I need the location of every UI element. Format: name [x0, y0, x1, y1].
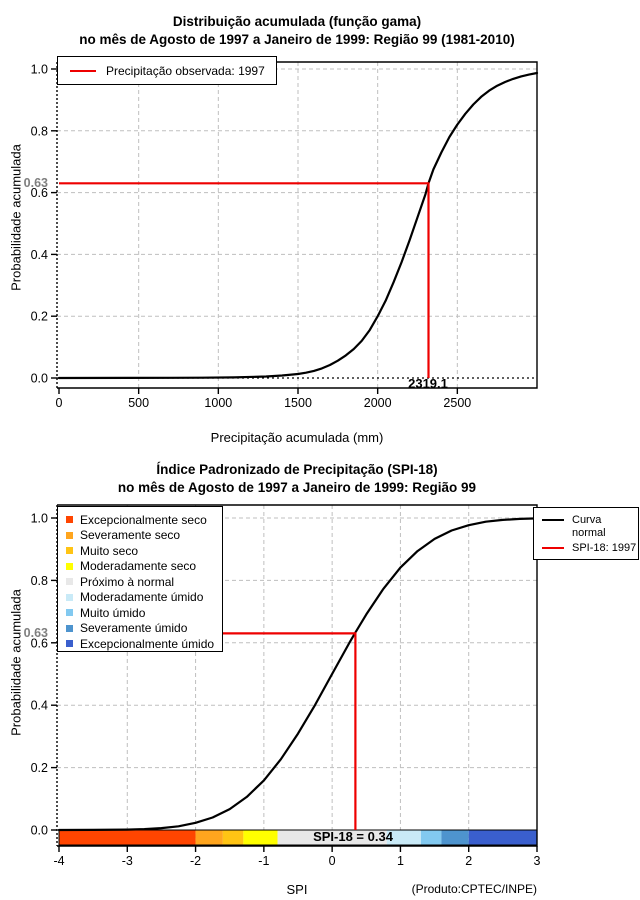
category-label: Próximo à normal: [80, 574, 175, 589]
legend-item-spi: [542, 542, 636, 555]
spi-value-annotation: SPI-18 = 0.34: [313, 829, 393, 844]
chart2-subtitle: no mês de Agosto de 1997 a Janeiro de 1999: Região 99: [117, 480, 477, 495]
x-tick-label: 500: [128, 396, 150, 410]
red-line-sample-icon: [542, 547, 564, 549]
spi-category-item: [66, 636, 222, 652]
chart2-yaxis-title: Probabilidade acumulada: [8, 589, 24, 736]
x-tick-label: 3: [533, 854, 541, 868]
observed-value-marker: [59, 183, 429, 378]
product-credit: (Produto:CPTEC/INPE): [411, 882, 537, 896]
x-tick-label: -1: [258, 854, 270, 868]
spi-category-item: [66, 543, 222, 559]
category-swatch-icon: [66, 563, 73, 570]
y-tick-label: 0.2: [30, 309, 48, 324]
y-tick-label: 0.4: [30, 247, 48, 262]
spi-category-item: [66, 605, 222, 621]
chart2-xaxis-title: SPI: [286, 882, 308, 897]
spi-category-item: [66, 512, 222, 528]
category-swatch-icon: [66, 594, 73, 601]
y-tick-label: 0.6: [30, 186, 48, 201]
chart1-legend-label: Precipitação observada: 1997: [106, 63, 265, 78]
x-tick-label: -2: [190, 854, 202, 868]
category-label: Excepcionalmente úmido: [80, 636, 215, 651]
category-swatch-icon: [66, 640, 73, 647]
chart2-title: Índice Padronizado de Precipitação (SPI-18): [156, 462, 438, 477]
chart1-probability-annotation: 0.63: [23, 176, 48, 190]
chart2-legend: [533, 507, 639, 560]
spi-category-item: [66, 528, 222, 544]
x-tick-label: 2: [465, 854, 473, 868]
category-label: Severamente seco: [80, 528, 181, 543]
x-tick-label: 1: [396, 854, 404, 868]
chart1-title: Distribuição acumulada (função gama): [172, 14, 422, 29]
legend-normal-curve-label: Curva normal: [572, 514, 606, 539]
category-swatch-icon: [66, 532, 73, 539]
spi-colorbar-segment: [196, 830, 223, 845]
x-tick-label: -4: [53, 854, 65, 868]
x-tick-label: 2500: [443, 396, 472, 410]
category-swatch-icon: [66, 609, 73, 616]
category-label: Excepcionalmente seco: [80, 512, 207, 527]
spi-category-item: [66, 574, 222, 590]
y-tick-label: 0.0: [30, 371, 48, 386]
x-tick-label: 0: [328, 854, 336, 868]
legend-item-normal-curve: [542, 514, 634, 540]
y-tick-label: 0.8: [30, 124, 48, 139]
chart1-precipitation-annotation: 2319.1: [408, 376, 448, 391]
x-tick-label: 1500: [284, 396, 312, 410]
chart1-legend: [57, 56, 277, 85]
plot-frame: [57, 62, 537, 388]
y-tick-label: 0.8: [30, 573, 48, 588]
y-tick-label: 0.6: [30, 636, 48, 651]
x-tick-label: 1000: [204, 396, 233, 410]
y-tick-label: 1.0: [30, 62, 48, 77]
x-tick-label: 2000: [363, 396, 392, 410]
category-swatch-icon: [66, 516, 73, 523]
y-tick-label: 0.4: [30, 698, 48, 713]
category-label: Severamente úmido: [80, 621, 188, 636]
spi-colorbar-segment: [223, 830, 243, 845]
observed-value-marker: [59, 633, 355, 830]
category-label: Muito úmido: [80, 605, 146, 620]
spi-category-item: [66, 590, 222, 606]
red-line-sample-icon: [70, 70, 96, 72]
category-label: Muito seco: [80, 543, 139, 558]
category-swatch-icon: [66, 547, 73, 554]
category-swatch-icon: [66, 625, 73, 632]
chart2-probability-annotation: 0.63: [23, 626, 48, 640]
y-tick-label: 0.2: [30, 761, 48, 776]
black-line-sample-icon: [542, 519, 564, 521]
spi-category-item: [66, 559, 222, 575]
y-tick-label: 0.0: [30, 823, 48, 838]
chart1-subtitle: no mês de Agosto de 1997 a Janeiro de 1999: Região 99 (1981-2010): [79, 32, 515, 47]
x-tick-label: -3: [121, 854, 133, 868]
x-tick-label: 0: [55, 396, 63, 410]
spi-category-legend: [57, 506, 223, 652]
category-label: Moderadamente seco: [80, 559, 197, 574]
spi-colorbar-segment: [59, 830, 196, 845]
chart1-yaxis-title: Probabilidade acumulada: [8, 144, 24, 291]
y-tick-label: 1.0: [30, 511, 48, 526]
category-label: Moderadamente úmido: [80, 590, 204, 605]
spi-colorbar-segment: [469, 830, 537, 845]
spi-category-item: [66, 621, 222, 637]
legend-spi-label: SPI-18: 1997: [572, 542, 637, 554]
chart1-xaxis-title: Precipitação acumulada (mm): [210, 430, 384, 445]
category-swatch-icon: [66, 578, 73, 585]
